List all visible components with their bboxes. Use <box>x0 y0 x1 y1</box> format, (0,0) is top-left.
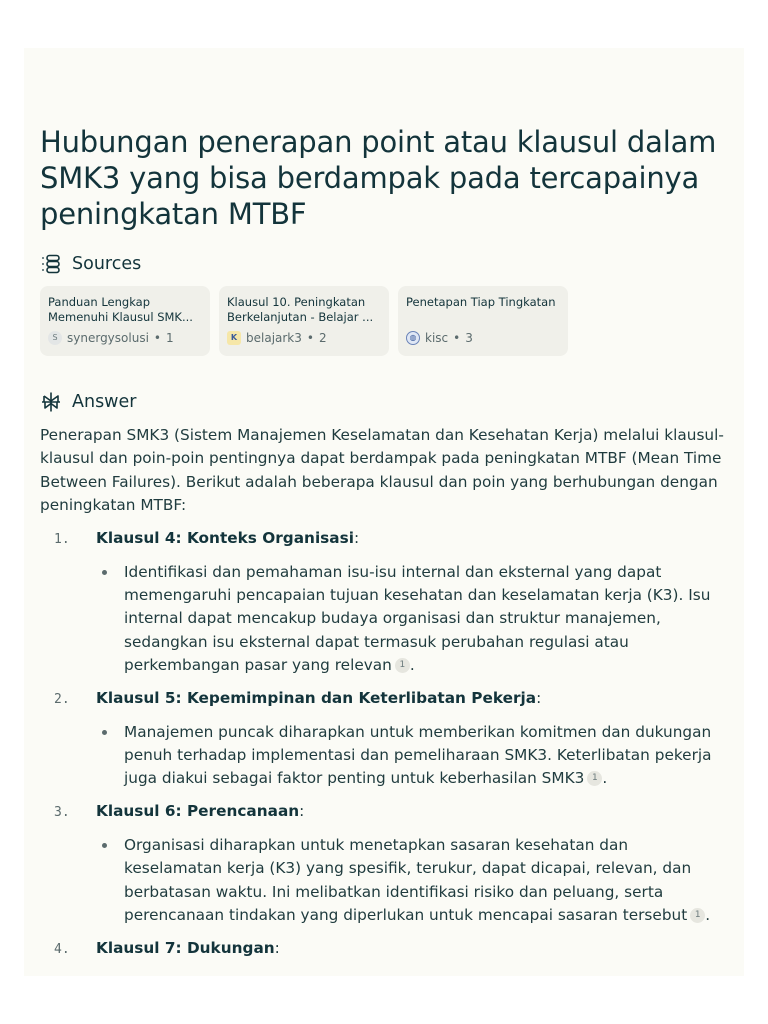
source-card-1[interactable]: Panduan Lengkap Memenuhi Klausul SMK... S synergysolusi • 1 <box>40 286 210 356</box>
sources-strip[interactable] <box>40 286 556 358</box>
source-card-2[interactable]: Klausul 10. Peningkatan Berkelanjutan - Belajar ... K belajark3 • 2 <box>219 286 389 356</box>
bullet-point: Identifikasi dan pemahaman isu-isu internal dan eksternal yang dapat memengaruhi pencapaian tujuan kesehatan dan keselamatan kerja (K3). Isu internal dapat mencakup budaya organisasi dan struktur manajemen, sedangkan isu eksternal dapat termasuk perubahan regulasi atau perkembangan pasar yang relevan 1 . <box>40 561 730 678</box>
answer-header <box>40 390 730 414</box>
source-title: Klausul 10. Peningkatan Berkelanjutan - Belajar ... <box>227 295 374 324</box>
source-index: 2 <box>318 331 327 345</box>
page-title: Hubungan penerapan point atau klausul dalam SMK3 yang bisa berdampak pada tercapainya peningkatan MTBF <box>40 125 717 231</box>
sources-label: Sources <box>72 254 142 274</box>
item-title: Klausul 6: Perencanaan <box>96 801 300 820</box>
answer-page <box>24 48 744 976</box>
content-column <box>40 124 730 960</box>
item-number: 1. <box>54 531 70 547</box>
item-number: 2. <box>54 691 70 707</box>
source-index: 3 <box>465 331 473 345</box>
list-item: 1. Klausul 4: Konteks Organisasi: Identifikasi dan pemahaman isu-isu internal dan eksternal yang dapat memengaruhi pencapaian tujuan kesehatan dan keselamatan kerja (K3). Isu internal dapat mencakup budaya organisasi dan struktur manajemen, sedangkan isu eksternal dapat termasuk perubahan regulasi atau perkembangan pasar yang relevan 1 . <box>40 526 730 678</box>
source-site: belajark3 <box>246 331 302 345</box>
list-item: 4. Klausul 7: Dukungan: <box>40 936 730 960</box>
list-item: 3. Klausul 6: Perencanaan: Organisasi diharapkan untuk menetapkan sasaran kesehatan dan keselamatan kerja (K3) yang spesifik, terukur, dapat dicapai, relevan, dan berbatasan waktu. Ini melibatkan identifikasi risiko dan peluang, serta perencanaan tindakan yang diperlukan untuk mencapai sasaran tersebut 1 . <box>40 799 730 928</box>
source-index: 1 <box>165 331 174 345</box>
answer-logo-icon <box>40 391 62 413</box>
synergy-favicon-icon: S <box>48 331 62 345</box>
source-site: kisc <box>425 331 449 345</box>
item-number: 4. <box>54 941 70 957</box>
answer-intro: Penerapan SMK3 (Sistem Manajemen Keselamatan dan Kesehatan Kerja) melalui klausul-klausul dan poin-poin pentingnya dapat berdampak pada peningkatan MTBF (Mean Time Between Failures). Berikut adalah beberapa klausul dan poin yang berhubungan dengan peningkatan MTBF: <box>40 426 724 515</box>
sources-header <box>40 252 730 276</box>
bullet-dot-icon <box>102 843 107 848</box>
belajark3-favicon-icon: K <box>227 331 241 345</box>
source-title: Panduan Lengkap Memenuhi Klausul SMK... <box>48 295 193 324</box>
item-title: Klausul 4: Konteks Organisasi <box>96 528 354 547</box>
citation-badge[interactable]: 1 <box>395 658 410 673</box>
answer-body <box>40 424 730 960</box>
bullet-dot-icon <box>102 730 107 735</box>
item-number: 3. <box>54 804 70 820</box>
answer-label: Answer <box>72 392 137 412</box>
bullet-point: Organisasi diharapkan untuk menetapkan sasaran kesehatan dan keselamatan kerja (K3) yang spesifik, terukur, dapat dicapai, relevan, dan berbatasan waktu. Ini melibatkan identifikasi risiko dan peluang, serta perencanaan tindakan yang diperlukan untuk mencapai sasaran tersebut 1 . <box>40 834 730 928</box>
list-item: 2. Klausul 5: Kepemimpinan dan Keterlibatan Pekerja: Manajemen puncak diharapkan untuk memberikan komitmen dan dukungan penuh terhadap implementasi dan pemeliharaan SMK3. Keterlibatan pekerja juga diakui sebagai faktor penting untuk keberhasilan SMK3 1 . <box>40 686 730 791</box>
citation-badge[interactable]: 1 <box>690 908 705 923</box>
sources-list-icon <box>40 253 62 275</box>
item-title: Klausul 5: Kepemimpinan dan Keterlibatan Pekerja <box>96 688 537 707</box>
globe-favicon-icon: ◍ <box>406 331 420 345</box>
citation-badge[interactable]: 1 <box>587 771 602 786</box>
source-site: synergysolusi <box>67 331 149 345</box>
item-title: Klausul 7: Dukungan <box>96 938 275 957</box>
bullet-dot-icon <box>102 570 107 575</box>
source-title: Penetapan Tiap Tingkatan <box>406 295 556 309</box>
bullet-point: Manajemen puncak diharapkan untuk memberikan komitmen dan dukungan penuh terhadap implementasi dan pemeliharaan SMK3. Keterlibatan pekerja juga diakui sebagai faktor penting untuk keberhasilan SMK3 1 . <box>40 721 730 791</box>
source-card-3[interactable]: Penetapan Tiap Tingkatan ◍ kisc • 3 <box>398 286 568 356</box>
